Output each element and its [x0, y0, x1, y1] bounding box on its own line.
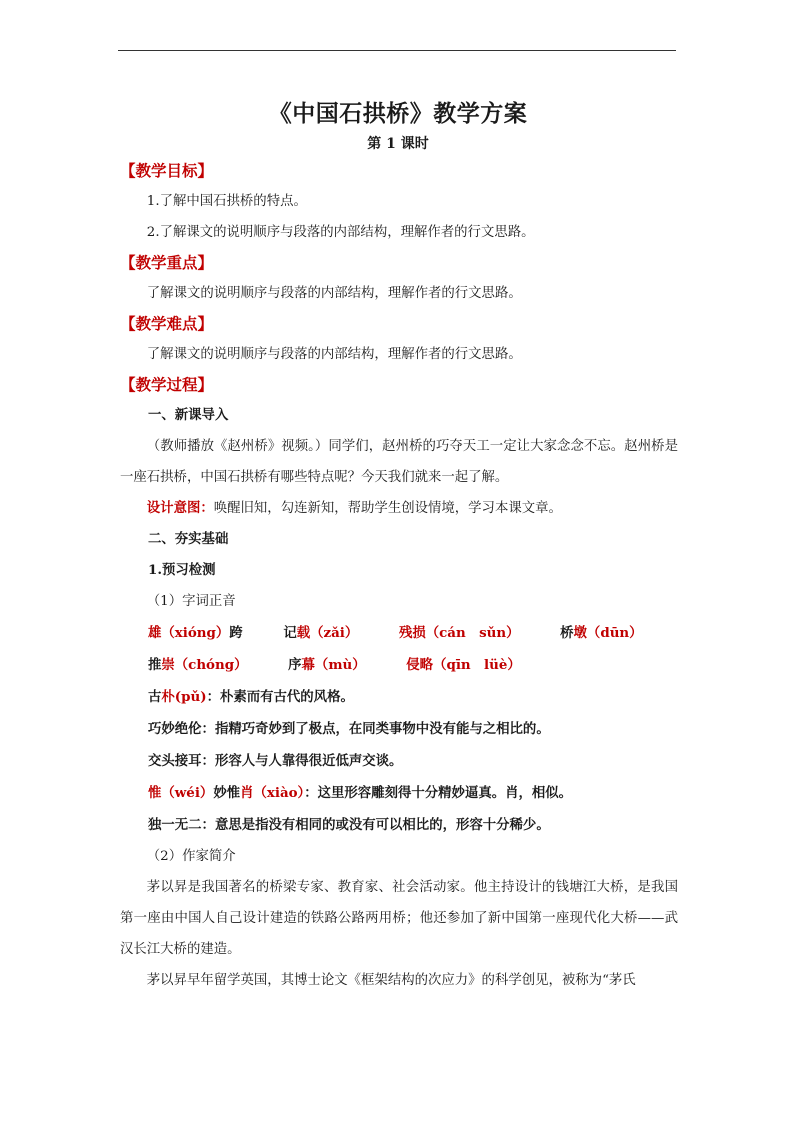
definition-line: 古朴(pǔ)：朴素而有古代的风格。 — [148, 689, 354, 705]
design-intent — [118, 493, 678, 524]
author-bio-paragraph: 茅以昇是我国著名的桥梁专家、教育家、社会活动家。他主持设计的钱塘江大桥，是我国第一座由中国人自己设计建造的铁路公路两用桥；他还参加了新中国第一座现代化大桥——武汉长江大桥的建造。 — [120, 880, 678, 957]
definition-line: 独一无二：意思是指没有相同的或没有可以相比的，形容十分稀少。 — [148, 817, 550, 833]
vocab-item: 推崇（chóng） — [148, 657, 248, 673]
author-intro-heading: （2）作家简介 — [146, 849, 236, 864]
vocab-row — [118, 649, 678, 681]
author-bio-paragraph: 茅以昇早年留学英国，其博士论文《框架结构的次应力》的科学创见，被称为“茅氏 — [146, 973, 636, 988]
definition-line: 巧妙绝伦：指精巧奇妙到了极点，在同类事物中没有能与之相比的。 — [148, 721, 550, 737]
step1-heading: 一、新课导入 — [148, 407, 229, 423]
definition-line: 交头接耳：形容人与人靠得很近低声交谈。 — [148, 753, 403, 769]
design-intent-label: 设计意图： — [146, 500, 214, 516]
key-point-text: 了解课文的说明顺序与段落的内部结构，理解作者的行文思路。 — [146, 286, 522, 301]
definition-line: 惟（wéi）妙惟肖（xiào）：这里形容雕刻得十分精妙逼真。肖，相似。 — [148, 785, 573, 801]
document-title: 《中国石拱桥》教学方案 — [268, 100, 528, 127]
section-key-heading: 【教学重点】 — [120, 253, 214, 272]
vocab-item: 雄（xióng）跨 — [148, 625, 243, 641]
preview-check-heading: 1.预习检测 — [148, 562, 216, 578]
section-goals-heading: 【教学目标】 — [120, 161, 214, 180]
difficulty-text: 了解课文的说明顺序与段落的内部结构，理解作者的行文思路。 — [146, 347, 522, 362]
section-difficulty-heading: 【教学难点】 — [120, 314, 214, 333]
step1-text: （教师播放《赵州桥》视频。）同学们，赵州桥的巧夺天工一定让大家念念不忘。赵州桥是一座石拱桥，中国石拱桥有哪些特点呢？今天我们就来一起了解。 — [120, 439, 678, 485]
goal-item: 1.了解中国石拱桥的特点。 — [146, 194, 307, 209]
section-process-heading: 【教学过程】 — [120, 375, 214, 394]
lesson-number: 第 1 课时 — [367, 136, 429, 152]
vocab-item: 侵略（qīn lüè） — [406, 657, 521, 673]
design-intent-text: 唤醒旧知，勾连新知，帮助学生创设情境，学习本课文章。 — [213, 501, 562, 516]
vocab-row — [118, 617, 678, 649]
vocab-item: 桥墩（dūn） — [560, 625, 643, 641]
step2-heading: 二、夯实基础 — [148, 531, 229, 547]
pronunciation-heading: （1）字词正音 — [146, 594, 236, 609]
goal-item: 2.了解课文的说明顺序与段落的内部结构，理解作者的行文思路。 — [146, 225, 535, 240]
vocab-item: 序幕（mù） — [288, 657, 366, 673]
vocab-item: 残损（cán sǔn） — [398, 625, 520, 641]
document-page — [118, 96, 678, 996]
vocab-item: 记载（zǎi） — [283, 625, 359, 641]
header-rule — [118, 50, 676, 51]
